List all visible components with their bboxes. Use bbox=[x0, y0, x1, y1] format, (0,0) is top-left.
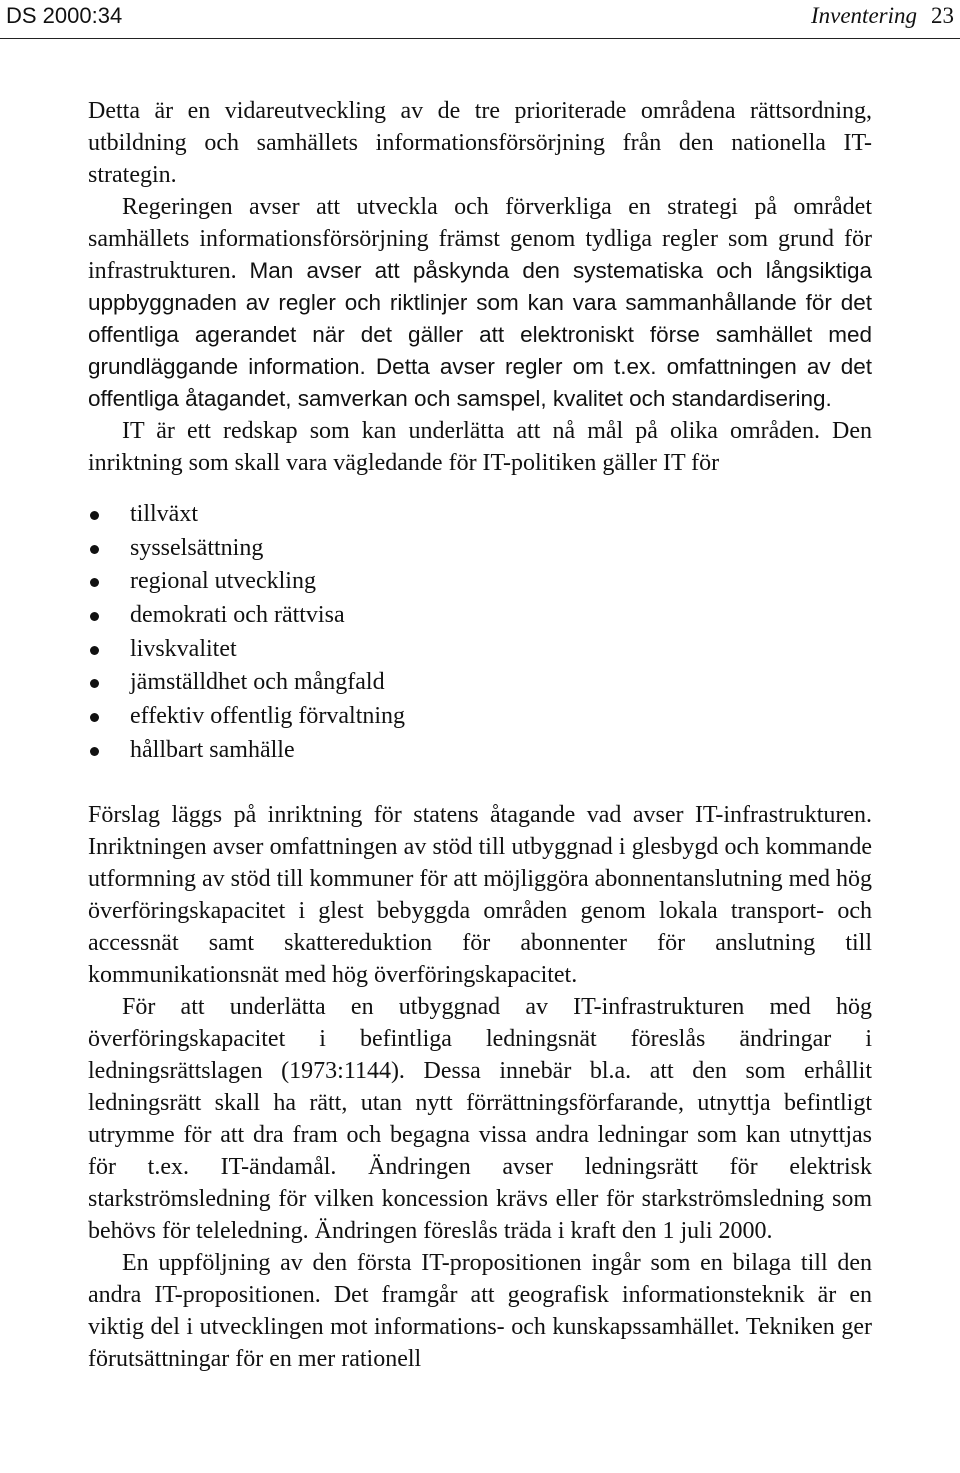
paragraph: En uppföljning av den första IT-propositionen ingår som en bilaga till den andra IT-propositionen. Det framgår att geografisk informationsteknik är en viktig del i utvecklingen mot informations- och kunskapssamhället. Tekniken ger förutsättningar för en mer rationell bbox=[88, 1249, 872, 1372]
section-title: Inventering bbox=[810, 3, 917, 28]
list-item: livskvalitet bbox=[88, 633, 872, 667]
paragraph: IT är ett redskap som kan underlätta att nå mål på olika områden. Den inriktning som skall vara vägledande för IT-politiken gäller IT för bbox=[88, 418, 872, 476]
list-item: demokrati och rättvisa bbox=[88, 599, 872, 633]
list-item: jämställdhet och mångfald bbox=[88, 666, 872, 700]
page-number: 23 bbox=[931, 3, 954, 28]
document-id: DS 2000:34 bbox=[6, 3, 123, 28]
list-item: hållbart samhälle bbox=[88, 734, 872, 768]
paragraph-text: Regeringen avser att utveckla och förverkliga en strategi på området samhällets informationsförsörjning främst genom tydliga regler som grund för infrastrukturen. bbox=[88, 194, 872, 284]
page-header bbox=[0, 0, 960, 39]
paragraph: Detta är en vidareutveckling av de tre prioriterade områdena rättsordning, utbildning och samhällets informationsförsörjning från den nationella IT-strategin. bbox=[88, 98, 872, 188]
paragraph: För att underlätta en utbyggnad av IT-infrastrukturen med hög överföringskapacitet i befintliga ledningsnät föreslås ändringar i ledningsrättslagen (1973:1144). Dessa innebär bl.a. att den som erhållit ledningsrätt skall ha rätt, utan nytt förrättningsförfarande, utnyttja befintligt utrymme för att dra fram och begagna vissa andra ledningar som kan utnyttjas för t.ex. IT-ändamål. Ändringen avser ledningsrätt för elektrisk starkströmsledning för vilken koncession krävs eller för starkströmsledning som behövs för teleledning. Ändringen föreslås träda i kraft den 1 juli 2000. bbox=[88, 993, 872, 1244]
bullet-list bbox=[88, 498, 872, 768]
paragraph bbox=[88, 191, 872, 415]
paragraph: Förslag läggs på inriktning för statens åtagande vad avser IT-infrastrukturen. Inriktningen avser omfattningen av stöd till utbyggnad i glesbygd och kommande utformning av stöd till kommuner för att möjliggöra abonnentanslutning med hög överföringskapacitet i glest bebyggda områden genom lokala transport- och accessnät samt skattereduktion för abonnenter för anslutning till kommunikationsnät med hög överföringskapacitet. bbox=[88, 801, 872, 988]
list-item: sysselsättning bbox=[88, 532, 872, 566]
paragraph-text-sans: Man avser att påskynda den systematiska och långsiktiga uppbyggnaden av regler och riktlinjer som kan vara sammanhållande för det offentliga agerandet när det gäller att elektroniskt förse samhället med grundläggande information. Detta avser regler om t.ex. omfattningen av det offentliga åtagandet, samverkan och samspel, kvalitet och standardisering. bbox=[88, 258, 873, 411]
header-right bbox=[811, 2, 954, 30]
list-item: tillväxt bbox=[88, 498, 872, 532]
page-body bbox=[88, 95, 872, 1375]
list-item: regional utveckling bbox=[88, 565, 872, 599]
list-item: effektiv offentlig förvaltning bbox=[88, 700, 872, 734]
